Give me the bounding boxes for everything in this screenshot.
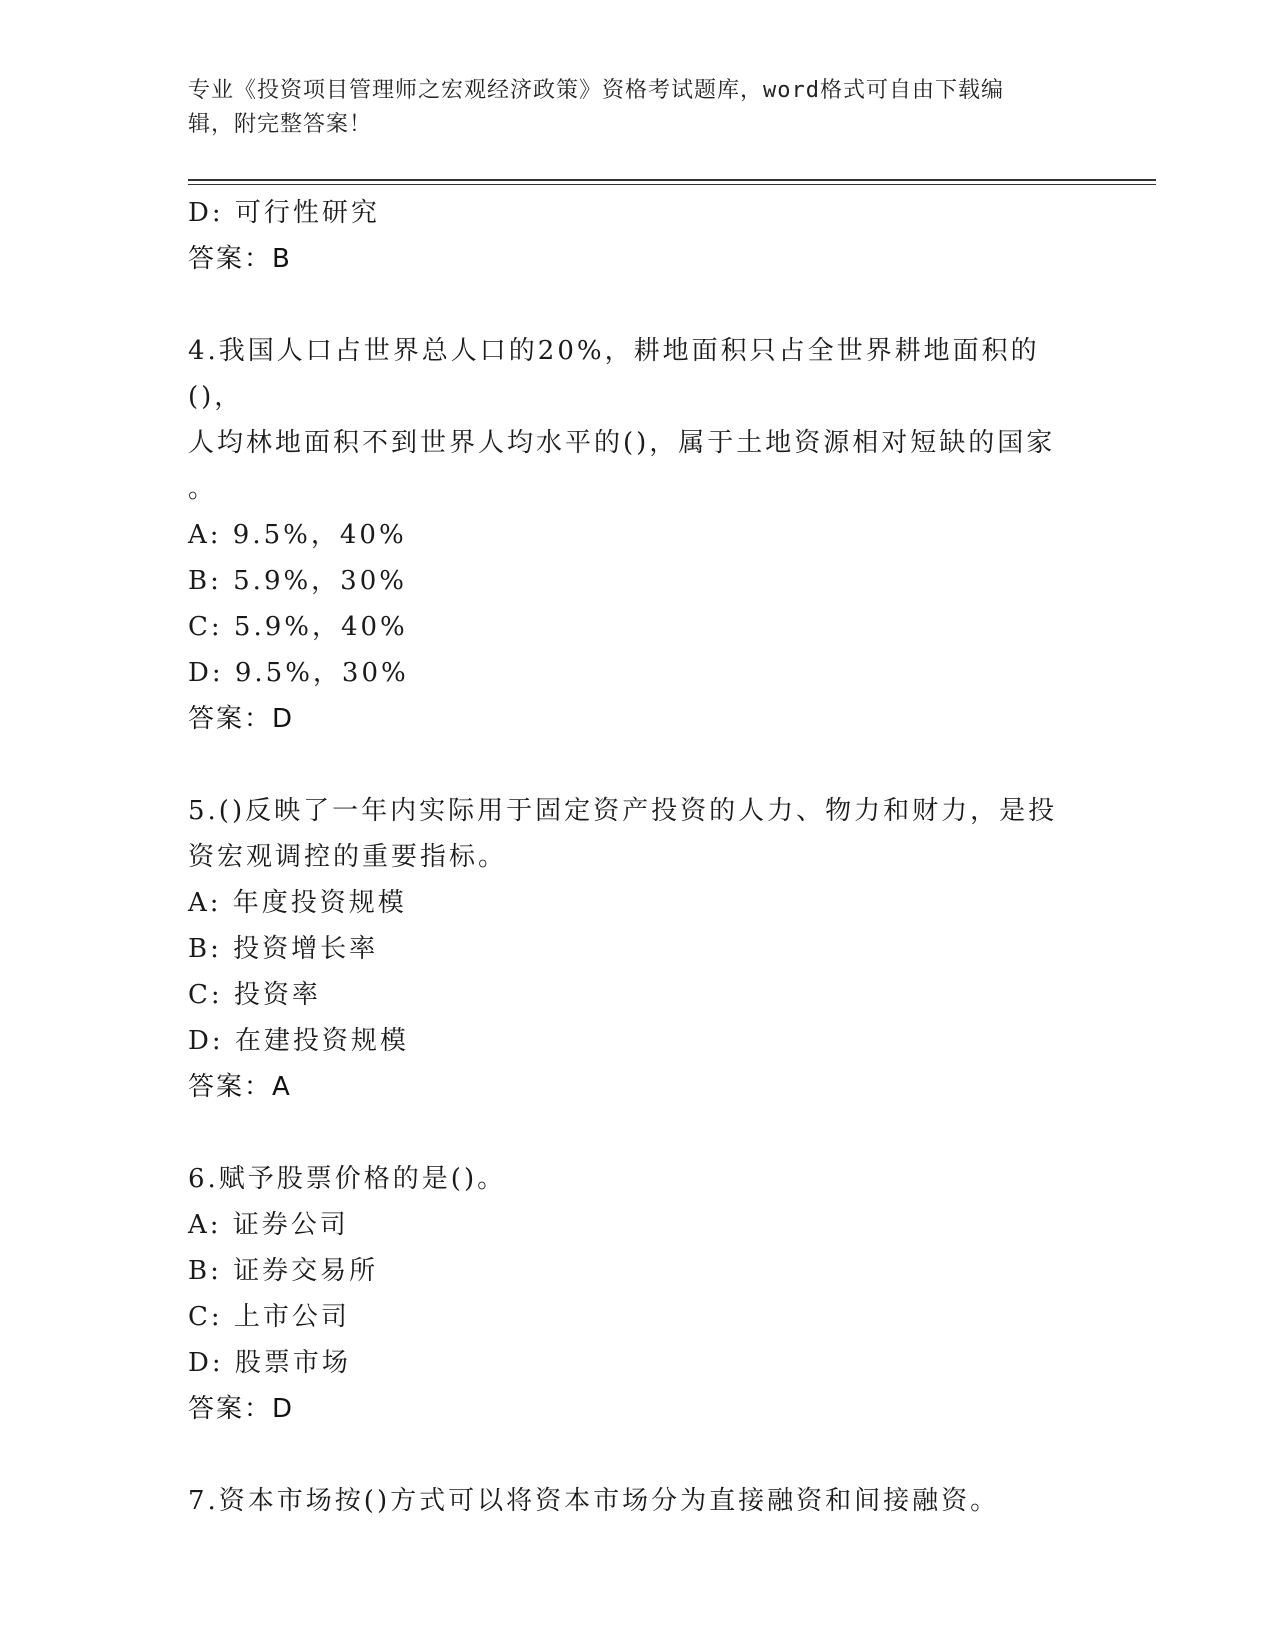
question-5: [188, 788, 1068, 1110]
option-d: D: 可行性研究: [188, 198, 380, 228]
option-d: D: 在建投资规模: [188, 1026, 409, 1056]
option-b: B: 证券交易所: [188, 1256, 379, 1286]
question-4: [188, 328, 1068, 742]
option-d: D: 9.5%，30%: [188, 658, 409, 688]
carryover-question: [188, 190, 1068, 282]
question-stem-line: 资宏观调控的重要指标。: [188, 842, 508, 872]
header-rule-thin: [188, 184, 1156, 185]
header-rule-thick: [188, 179, 1156, 181]
question-stem-line: 5.()反映了一年内实际用于固定资产投资的人力、物力和财力，是投: [188, 796, 1058, 826]
spacer: [188, 1432, 1068, 1478]
question-stem-line: 6.赋予股票价格的是()。: [188, 1164, 507, 1194]
page-header: [188, 74, 1068, 142]
answer-line: 答案：D: [188, 1394, 295, 1424]
answer-line: 答案：D: [188, 704, 295, 734]
option-a: A: 年度投资规模: [188, 888, 407, 918]
question-7: [188, 1478, 1068, 1524]
option-b: B: 投资增长率: [188, 934, 379, 964]
option-c: C: 5.9%，40%: [188, 612, 408, 642]
spacer: [188, 742, 1068, 788]
header-line-2: 辑，附完整答案！: [188, 112, 373, 137]
spacer: [188, 282, 1068, 328]
question-stem-line: 人均林地面积不到世界人均水平的()，属于土地资源相对短缺的国家: [188, 428, 1056, 458]
question-stem-line: 4.我国人口占世界总人口的20%，耕地面积只占全世界耕地面积的()，: [188, 336, 1040, 412]
spacer: [188, 1110, 1068, 1156]
option-a: A: 9.5%，40%: [188, 520, 407, 550]
option-c: C: 投资率: [188, 980, 321, 1010]
option-a: A: 证券公司: [188, 1210, 349, 1240]
option-d: D: 股票市场: [188, 1348, 351, 1378]
option-c: C: 上市公司: [188, 1302, 350, 1332]
answer-line: 答案：A: [188, 1072, 292, 1102]
question-stem-line: 7.资本市场按()方式可以将资本市场分为直接融资和间接融资。: [188, 1486, 1000, 1516]
option-b: B: 5.9%，30%: [188, 566, 407, 596]
question-6: [188, 1156, 1068, 1432]
header-line-1: 专业《投资项目管理师之宏观经济政策》资格考试题库，word格式可自由下载编: [188, 78, 1004, 103]
question-content: [188, 190, 1068, 1524]
question-stem-line: 。: [188, 474, 218, 504]
answer-line: 答案：B: [188, 244, 292, 274]
